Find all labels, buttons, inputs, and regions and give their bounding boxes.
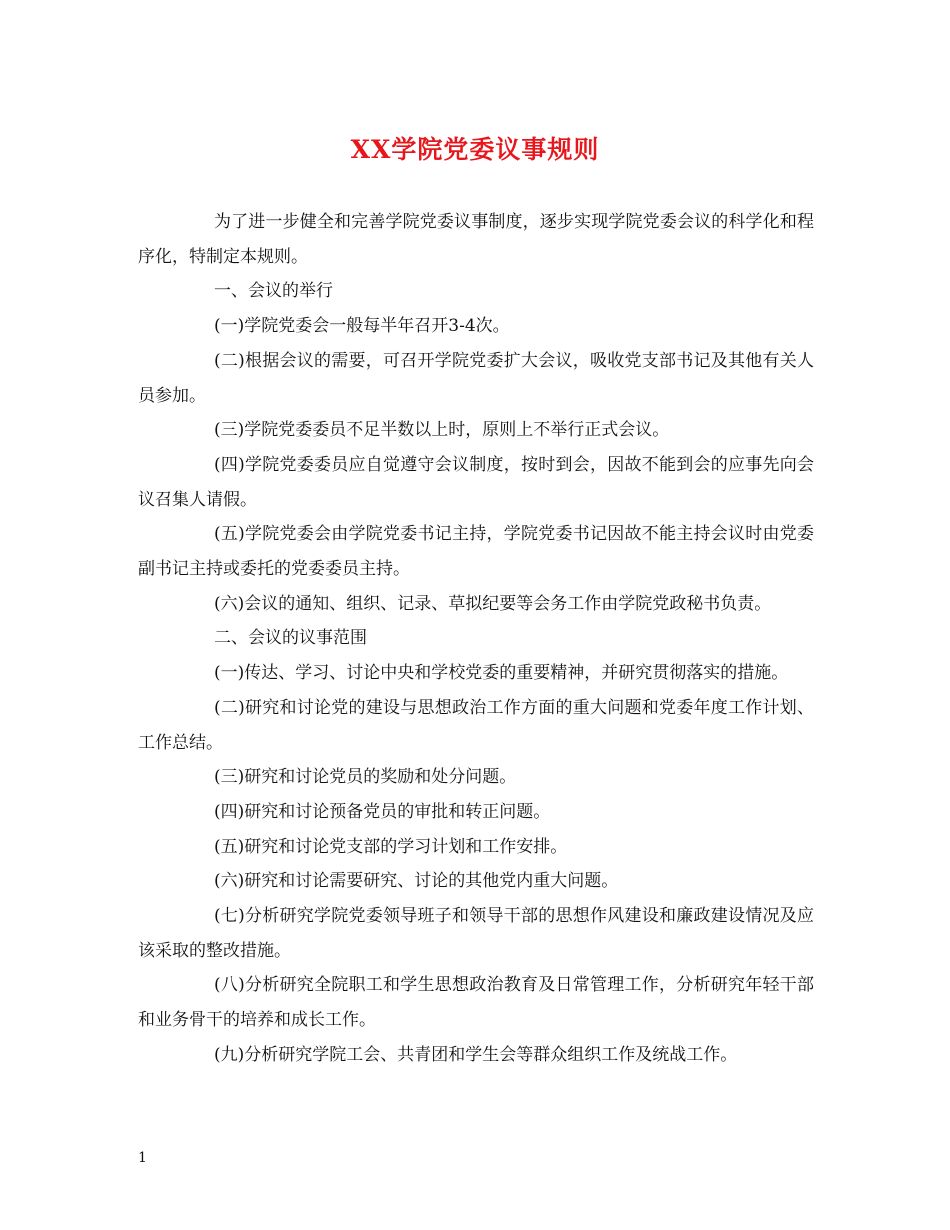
paragraph-1-2: (二)根据会议的需要，可召开学院党委扩大会议，吸收党支部书记及其他有关人员参加。 — [138, 350, 814, 406]
paragraph-2-5: (五)研究和讨论党支部的学习计划和工作安排。 — [214, 836, 568, 857]
paragraph-2-6: (六)研究和讨论需要研究、讨论的其他党内重大问题。 — [214, 871, 619, 892]
document-body — [138, 205, 814, 1073]
paragraph-2-8: (八)分析研究全院职工和学生思想政治教育及日常管理工作，分析研究年轻干部和业务骨干的培养和成长工作。 — [138, 975, 814, 1031]
paragraph-1-5: (五)学院党委会由学院党委书记主持，学院党委书记因故不能主持会议时由党委副书记主持或委托的党委委员主持。 — [138, 524, 814, 580]
paragraph-2-3: (三)研究和讨论党员的奖励和处分问题。 — [214, 767, 517, 788]
paragraph-1-1: (一)学院党委会一般每半年召开3-4次。 — [214, 316, 510, 337]
section-heading-2: 二、会议的议事范围 — [214, 628, 367, 649]
paragraph-2-7: (七)分析研究学院党委领导班子和领导干部的思想作风建设和廉政建设情况及应该采取的整改措施。 — [138, 906, 814, 961]
paragraph-2-1: (一)传达、学习、讨论中央和学校党委的重要精神，并研究贯彻落实的措施。 — [214, 663, 789, 684]
paragraph-intro: 为了进一步健全和完善学院党委议事制度，逐步实现学院党委会议的科学化和程序化，特制定本规则。 — [138, 212, 814, 267]
paragraph-2-9: (九)分析研究学院工会、共青团和学生会等群众组织工作及统战工作。 — [214, 1044, 738, 1065]
paragraph-1-4: (四)学院党委委员应自觉遵守会议制度，按时到会，因故不能到会的应事先向会议召集人请假。 — [138, 454, 814, 510]
paragraph-1-3: (三)学院党委委员不足半数以上时，原则上不举行正式会议。 — [214, 420, 670, 441]
document-title: XX学院党委议事规则 — [350, 135, 600, 164]
paragraph-2-4: (四)研究和讨论预备党员的审批和转正问题。 — [214, 801, 551, 822]
section-heading-1: 一、会议的举行 — [214, 281, 333, 302]
paragraph-1-6: (六)会议的通知、组织、记录、草拟纪要等会务工作由学院党政秘书负责。 — [214, 593, 772, 614]
paragraph-2-2: (二)研究和讨论党的建设与思想政治工作方面的重大问题和党委年度工作计划、工作总结。 — [138, 697, 814, 753]
page-number: 1 — [138, 1150, 147, 1166]
